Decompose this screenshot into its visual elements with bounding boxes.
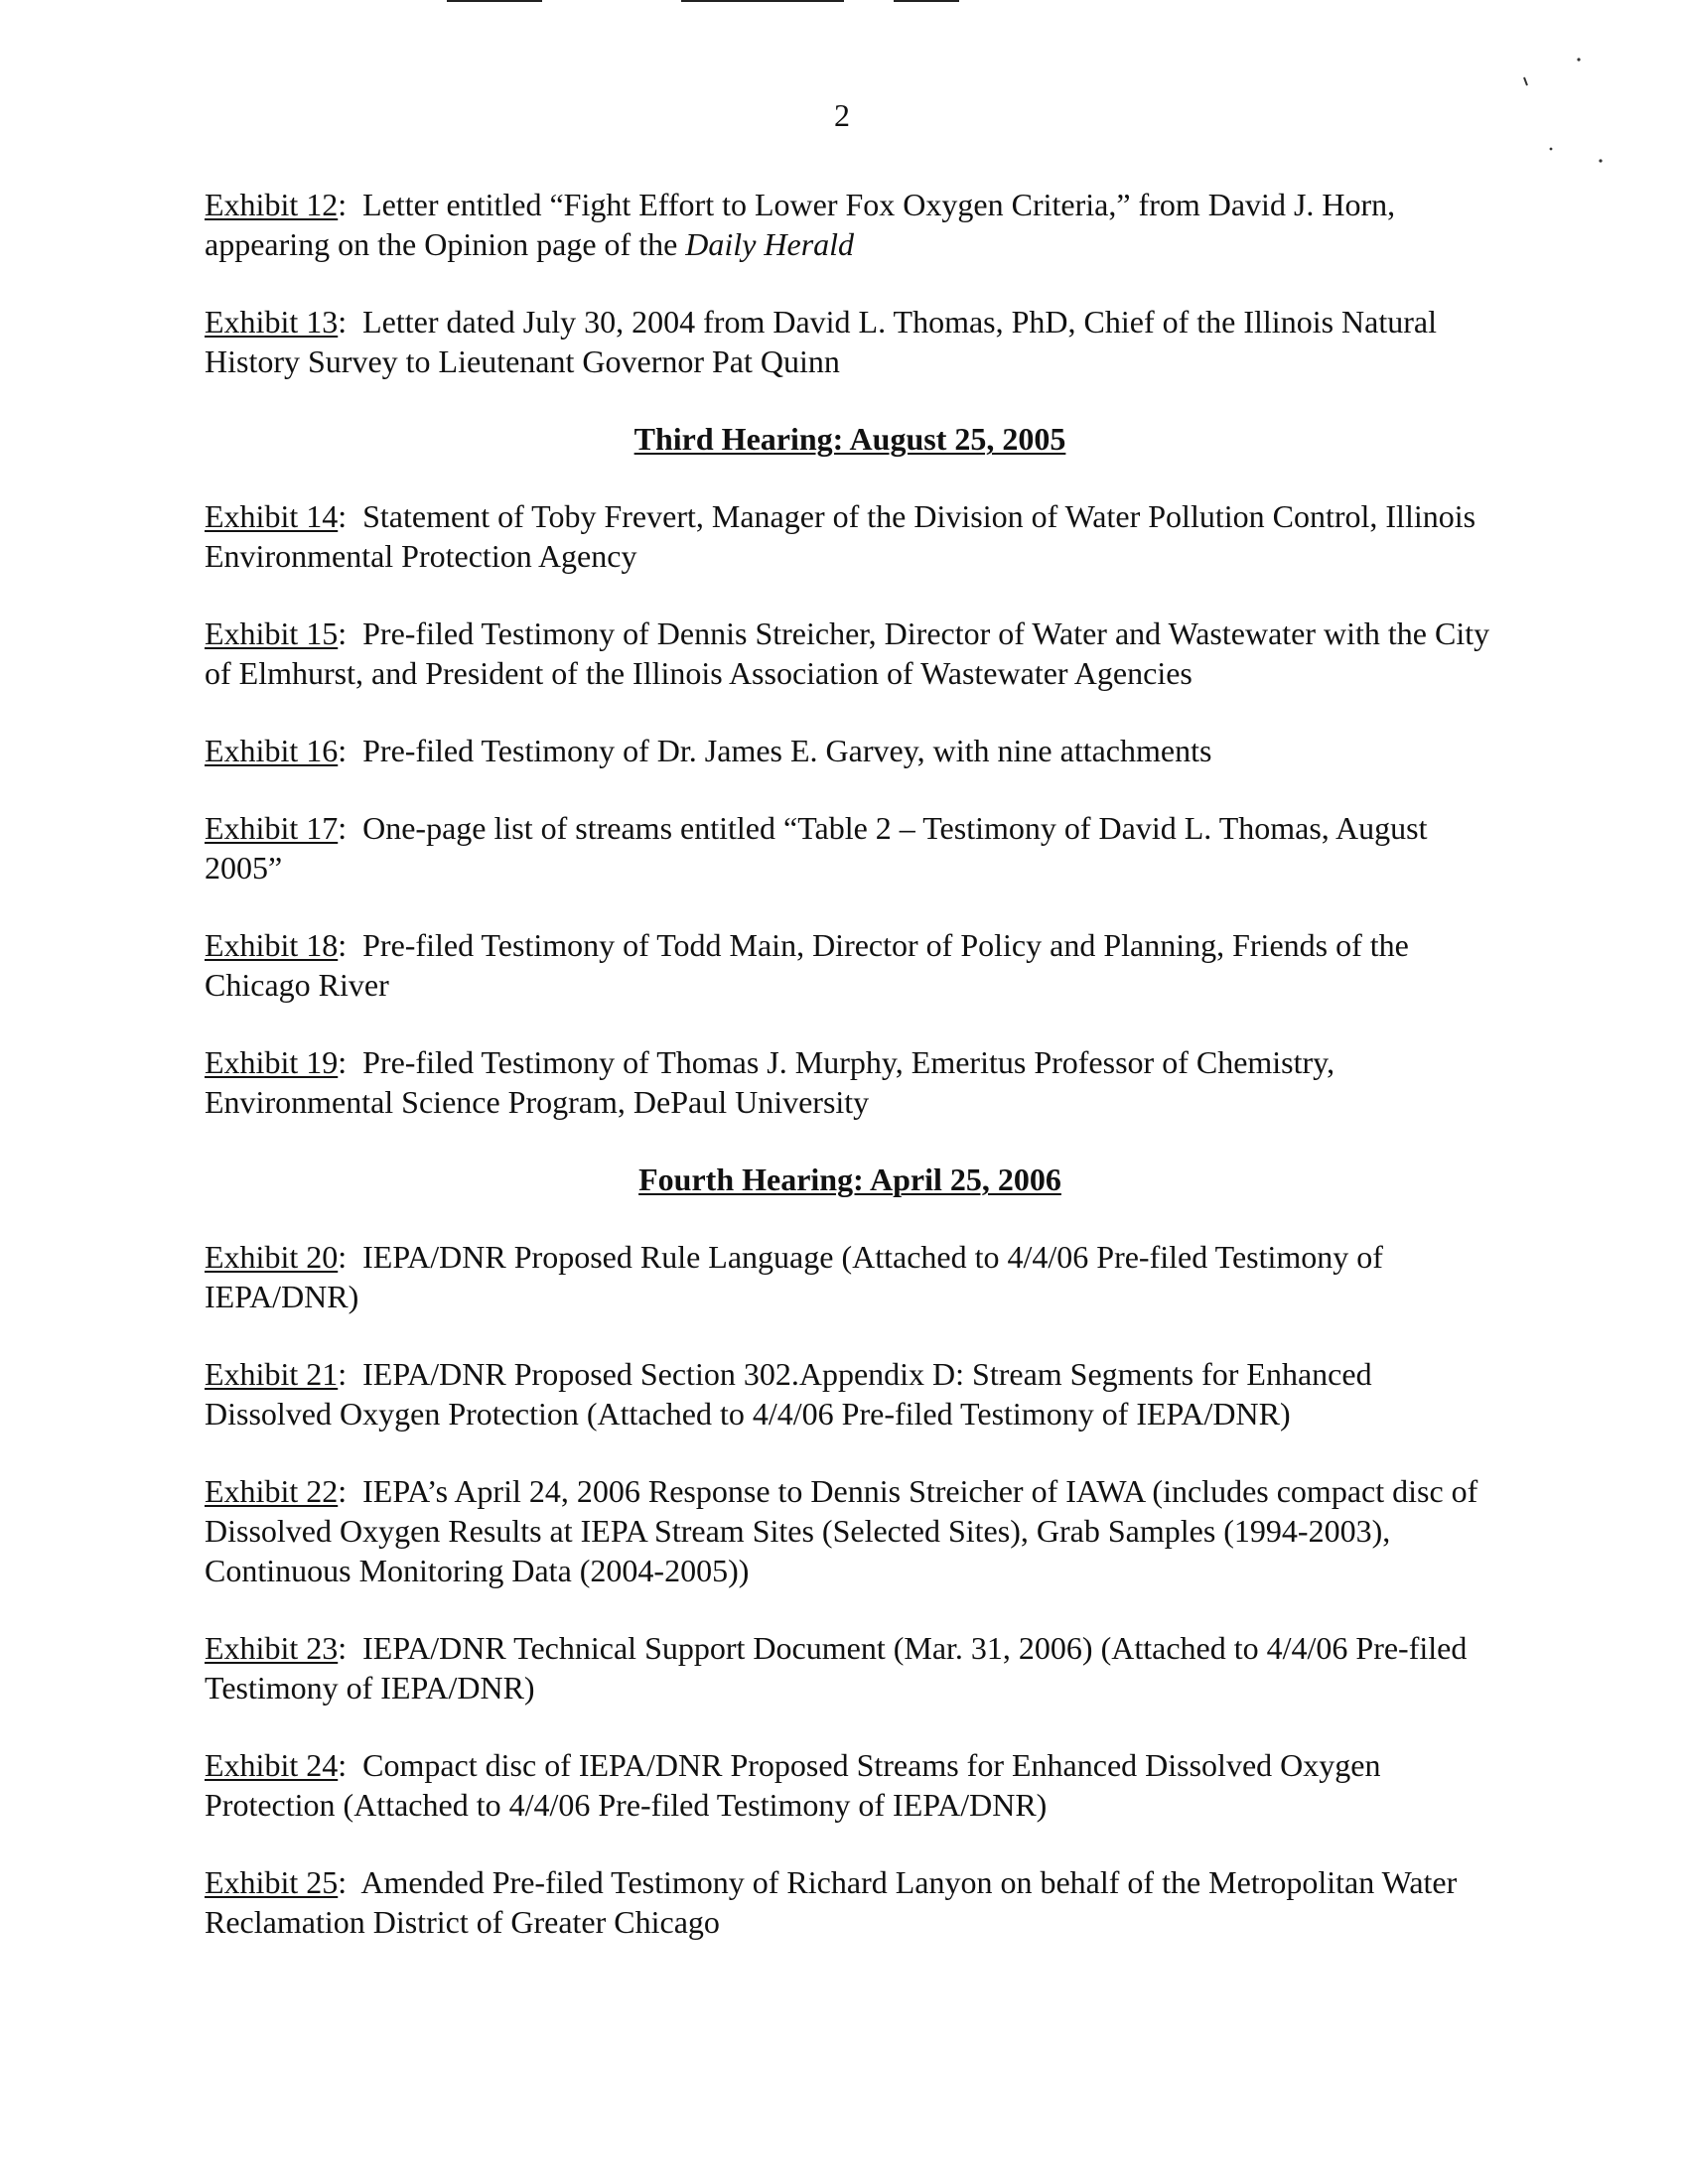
exhibit-description: IEPA’s April 24, 2006 Response to Dennis Streicher of IAWA (includes compact disc of Dissolved Oxygen Results at IEPA Stream Sites (Selected Sites), Grab Samples (1994-2003), Continuous Monitoring Data (2004-2005))	[205, 1473, 1478, 1588]
exhibit-description: Pre-filed Testimony of Dr. James E. Garvey, with nine attachments	[362, 733, 1212, 768]
exhibit-description: Letter entitled “Fight Effort to Lower Fox Oxygen Criteria,” from David J. Horn, appearing on the Opinion page of the	[205, 187, 1396, 262]
page-number: 2	[834, 97, 850, 133]
exhibit-description: Letter dated July 30, 2004 from David L. Thomas, PhD, Chief of the Illinois Natural History Survey to Lieutenant Governor Pat Quinn	[205, 304, 1437, 379]
section-heading-third-hearing: Third Hearing: August 25, 2005	[633, 421, 1066, 457]
exhibit-entry: Exhibit 25: Amended Pre-filed Testimony of Richard Lanyon on behalf of the Metropolitan Water Reclamation District of Greater Chicago	[205, 1864, 1458, 1940]
exhibit-entry: Exhibit 22: IEPA’s April 24, 2006 Response to Dennis Streicher of IAWA (includes compact disc of Dissolved Oxygen Results at IEPA Stream Sites (Selected Sites), Grab Samples (1994-2003), Continuous Monitoring Data (2004-2005))	[205, 1473, 1478, 1588]
exhibit-description: Amended Pre-filed Testimony of Richard Lanyon on behalf of the Metropolitan Water Reclamation District of Greater Chicago	[205, 1864, 1458, 1940]
exhibit-description: Statement of Toby Frevert, Manager of the Division of Water Pollution Control, Illinois Environmental Protection Agency	[205, 498, 1476, 574]
exhibit-label: Exhibit 14	[205, 498, 339, 534]
exhibit-label: Exhibit 12	[205, 187, 339, 222]
exhibit-description: One-page list of streams entitled “Table 2 – Testimony of David L. Thomas, August 2005”	[205, 810, 1428, 886]
exhibit-description: IEPA/DNR Technical Support Document (Mar. 31, 2006) (Attached to 4/4/06 Pre-filed Testimony of IEPA/DNR)	[205, 1630, 1468, 1706]
exhibit-entry: Exhibit 18: Pre-filed Testimony of Todd Main, Director of Policy and Planning, Friends of the Chicago River	[205, 927, 1409, 1003]
exhibit-entry: Exhibit 20: IEPA/DNR Proposed Rule Language (Attached to 4/4/06 Pre-filed Testimony of IEPA/DNR)	[205, 1239, 1383, 1314]
exhibit-description: Compact disc of IEPA/DNR Proposed Streams for Enhanced Dissolved Oxygen Protection (Attached to 4/4/06 Pre-filed Testimony of IEPA/DNR)	[205, 1747, 1381, 1823]
exhibit-label: Exhibit 20	[205, 1239, 339, 1275]
exhibit-description: IEPA/DNR Proposed Section 302.Appendix D: Stream Segments for Enhanced Dissolved Oxygen Protection (Attached to 4/4/06 Pre-filed Testimony of IEPA/DNR)	[205, 1356, 1372, 1432]
exhibit-entry: Exhibit 17: One-page list of streams entitled “Table 2 – Testimony of David L. Thomas, August 2005”	[205, 810, 1428, 886]
exhibit-label: Exhibit 16	[205, 733, 339, 768]
exhibit-entry: Exhibit 15: Pre-filed Testimony of Dennis Streicher, Director of Water and Wastewater with the City of Elmhurst, and President of the Illinois Association of Wastewater Agencies	[205, 615, 1490, 691]
exhibit-label: Exhibit 13	[205, 304, 339, 340]
exhibit-description: Pre-filed Testimony of Todd Main, Director of Policy and Planning, Friends of the Chicago River	[205, 927, 1409, 1003]
exhibit-label: Exhibit 24	[205, 1747, 339, 1783]
exhibit-label: Exhibit 25	[205, 1864, 339, 1900]
exhibit-entry: Exhibit 14: Statement of Toby Frevert, Manager of the Division of Water Pollution Control, Illinois Environmental Protection Agency	[205, 498, 1476, 574]
exhibit-entry: Exhibit 16: Pre-filed Testimony of Dr. James E. Garvey, with nine attachments	[205, 733, 1212, 768]
exhibit-label: Exhibit 19	[205, 1044, 339, 1080]
exhibit-label: Exhibit 23	[205, 1630, 339, 1666]
exhibit-publication-title: Daily Herald	[685, 226, 855, 262]
exhibit-entry: Exhibit 24: Compact disc of IEPA/DNR Proposed Streams for Enhanced Dissolved Oxygen Protection (Attached to 4/4/06 Pre-filed Testimony of IEPA/DNR)	[205, 1747, 1381, 1823]
exhibit-entry: Exhibit 19: Pre-filed Testimony of Thomas J. Murphy, Emeritus Professor of Chemistry, Environmental Science Program, DePaul University	[205, 1044, 1335, 1120]
exhibit-label: Exhibit 21	[205, 1356, 339, 1392]
exhibit-entry: Exhibit 23: IEPA/DNR Technical Support Document (Mar. 31, 2006) (Attached to 4/4/06 Pre-filed Testimony of IEPA/DNR)	[205, 1630, 1468, 1706]
exhibit-label: Exhibit 22	[205, 1473, 339, 1509]
exhibit-entry: Exhibit 12: Letter entitled “Fight Effort to Lower Fox Oxygen Criteria,” from David J. Horn, appearing on the Opinion page of the Daily Herald	[205, 187, 1396, 262]
exhibit-label: Exhibit 18	[205, 927, 339, 963]
exhibit-description: IEPA/DNR Proposed Rule Language (Attached to 4/4/06 Pre-filed Testimony of IEPA/DNR)	[205, 1239, 1383, 1314]
exhibit-label: Exhibit 17	[205, 810, 339, 846]
exhibit-entry: Exhibit 13: Letter dated July 30, 2004 from David L. Thomas, PhD, Chief of the Illinois Natural History Survey to Lieutenant Governor Pat Quinn	[205, 304, 1437, 379]
exhibit-description: Pre-filed Testimony of Dennis Streicher, Director of Water and Wastewater with the City of Elmhurst, and President of the Illinois Association of Wastewater Agencies	[205, 615, 1490, 691]
exhibit-list	[205, 185, 1495, 1942]
exhibit-label: Exhibit 15	[205, 615, 339, 651]
section-heading-fourth-hearing: Fourth Hearing: April 25, 2006	[638, 1161, 1061, 1197]
exhibit-entry: Exhibit 21: IEPA/DNR Proposed Section 302.Appendix D: Stream Segments for Enhanced Dissolved Oxygen Protection (Attached to 4/4/06 Pre-filed Testimony of IEPA/DNR)	[205, 1356, 1372, 1432]
exhibit-description: Pre-filed Testimony of Thomas J. Murphy, Emeritus Professor of Chemistry, Environmental Science Program, DePaul University	[205, 1044, 1335, 1120]
